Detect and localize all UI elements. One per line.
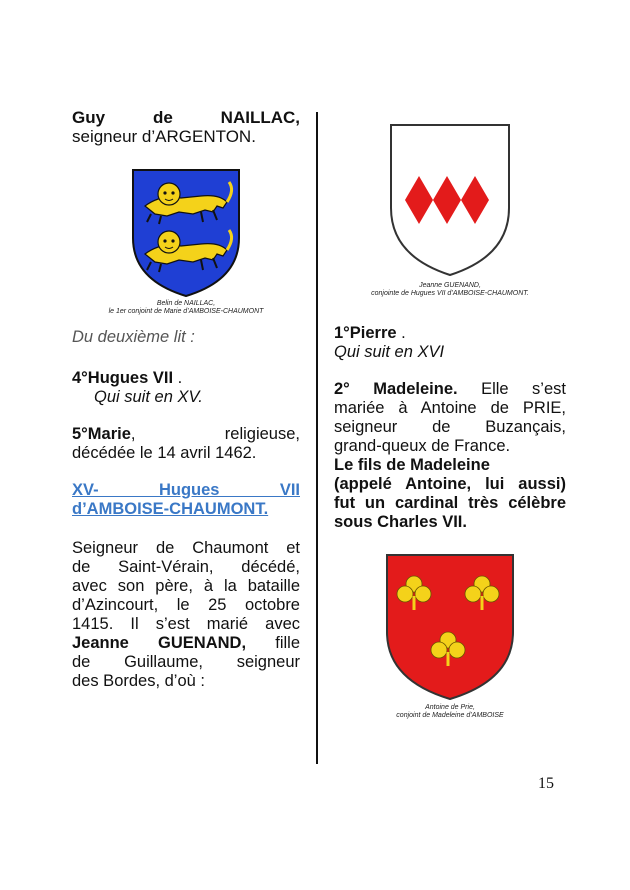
child1-line: 1°Pierre . bbox=[334, 324, 406, 342]
child2-line bbox=[334, 380, 566, 399]
naillac-caption-line1: Belin de NAILLAC, bbox=[156, 300, 216, 307]
guenand-arms bbox=[334, 122, 566, 278]
second-bed-heading: Du deuxième lit : bbox=[72, 328, 195, 346]
child2-more-line: Le fils de Madeleine bbox=[334, 456, 490, 474]
para-line: Seigneur de Chaumont et bbox=[72, 539, 300, 557]
para-line bbox=[72, 634, 300, 653]
naillac-arms-caption bbox=[72, 300, 300, 316]
child2-label: 2° Madeleine. bbox=[334, 380, 458, 398]
child2-text-line: mariée à Antoine de PRIE, bbox=[334, 399, 566, 417]
child2-text-line: seigneur de Buzançais, bbox=[334, 418, 566, 436]
heading-line bbox=[72, 108, 300, 127]
heading-title: seigneur d’ARGENTON. bbox=[72, 127, 256, 146]
child1-label: 1°Pierre bbox=[334, 324, 397, 342]
para-line: d’Azincourt, le 25 octobre bbox=[72, 596, 300, 614]
child5-line2: décédée le 14 avril 1462. bbox=[72, 444, 257, 462]
left-column bbox=[72, 108, 300, 691]
child4-line: 4°Hugues VII . bbox=[72, 369, 183, 387]
naillac-caption-line2: le 1er conjoint de Marie d’AMBOISE-CHAUMONT bbox=[108, 308, 264, 315]
column-divider bbox=[316, 112, 318, 764]
child2-more-line: fut un cardinal très célèbre bbox=[334, 494, 566, 512]
child5-tail: , religieuse, bbox=[130, 425, 300, 443]
heading-name-pre: Guy de bbox=[72, 108, 221, 127]
guenand-caption-line1: Jeanne GUENAND, bbox=[419, 282, 481, 289]
para-line: des Bordes, d’où : bbox=[72, 672, 205, 690]
hugues-paragraph bbox=[72, 539, 300, 691]
guenand-caption-line2: conjointe de Hugues VII d’AMBOISE-CHAUMONT. bbox=[371, 290, 529, 297]
child5-label: 5°Marie bbox=[72, 425, 131, 443]
child1-sub: Qui suit en XVI bbox=[334, 343, 445, 361]
prie-shield-image bbox=[384, 552, 516, 702]
page-number: 15 bbox=[538, 775, 554, 792]
para-line: de Guillaume, seigneur bbox=[72, 653, 300, 671]
heading-name: NAILLAC, bbox=[220, 108, 300, 127]
para-line: de Saint-Vérain, décédé, bbox=[72, 558, 300, 576]
right-column bbox=[334, 122, 566, 720]
child5-line bbox=[72, 425, 300, 444]
para-line: avec son père, à la bataille bbox=[72, 577, 300, 595]
prie-arms bbox=[334, 552, 566, 702]
para-line: 1415. Il s’est marié avec bbox=[72, 615, 300, 633]
child4-label: 4°Hugues VII bbox=[72, 369, 174, 387]
prie-caption-line1: Antoine de Prie, bbox=[425, 704, 475, 711]
para-after-name: fille bbox=[246, 634, 301, 652]
child4-sub: Qui suit en XV. bbox=[94, 388, 203, 406]
child2-tail: Elle s’est bbox=[457, 380, 566, 398]
child2-more-line: (appelé Antoine, lui aussi) bbox=[334, 475, 566, 493]
para-bold-name: Jeanne GUENAND, bbox=[72, 634, 247, 652]
child2-more-line: sous Charles VII. bbox=[334, 513, 467, 531]
section-xv-link[interactable]: XV- Hugues VII bbox=[72, 481, 300, 499]
child2-text-line: grand-queux de France. bbox=[334, 437, 511, 455]
naillac-arms bbox=[72, 168, 300, 298]
section-xv-link-2[interactable]: d’AMBOISE-CHAUMONT. bbox=[72, 500, 269, 518]
prie-arms-caption bbox=[334, 704, 566, 720]
prie-caption-line2: conjoint de Madeleine d’AMBOISE bbox=[396, 712, 504, 719]
guenand-arms-caption bbox=[334, 282, 566, 298]
naillac-shield-image bbox=[131, 168, 241, 298]
guenand-shield-image bbox=[388, 122, 512, 278]
